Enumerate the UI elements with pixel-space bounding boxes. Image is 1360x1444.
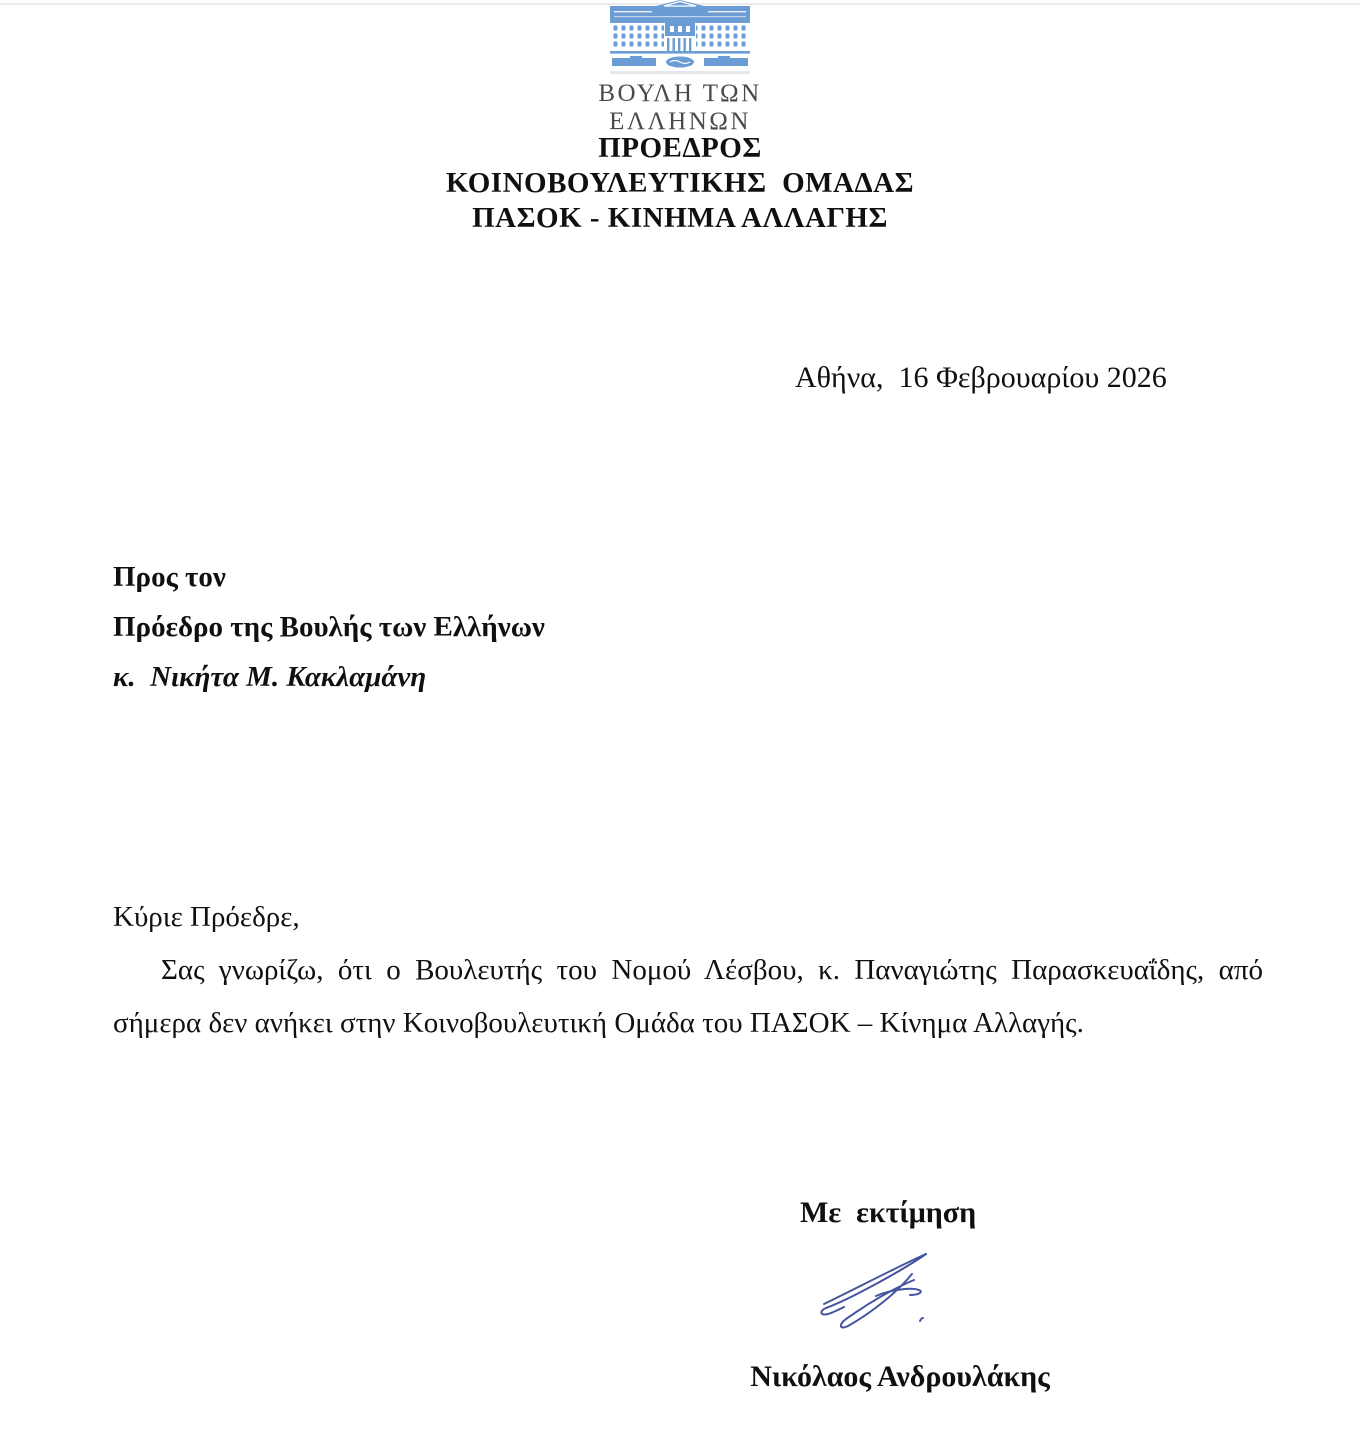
letterhead	[534, 0, 826, 136]
letter-body	[113, 891, 1263, 1050]
emblem-caption: ΒΟΥΛΗ ΤΩΝ ΕΛΛΗΝΩΝ	[598, 80, 762, 135]
signer-name: Νικόλαος Ανδρουλάκης	[750, 1360, 1050, 1393]
parliament-emblem-icon	[604, 0, 756, 76]
valediction: Με εκτίμηση	[800, 1196, 977, 1229]
office-line-3: ΠΑΣΟΚ - ΚΙΝΗΜΑ ΑΛΛΑΓΗΣ	[472, 202, 888, 234]
recipient-line-3: κ. Νικήτα Μ. Κακλαμάνη	[113, 661, 427, 693]
recipient-line-2: Πρόεδρο της Βουλής των Ελλήνων	[113, 611, 545, 643]
recipient-line-1: Προς τον	[113, 561, 226, 593]
dateline: Αθήνα, 16 Φεβρουαρίου 2026	[795, 361, 1167, 394]
office-header	[0, 131, 1360, 236]
office-line-1: ΠΡΟΕΔΡΟΣ	[598, 132, 762, 164]
signature-scrawl	[818, 1248, 943, 1334]
salutation: Κύριε Πρόεδρε,	[113, 901, 300, 933]
recipient-block	[113, 552, 545, 702]
body-paragraph: Σας γνωρίζω, ότι ο Βουλευτής του Νομού Λέσβου, κ. Παναγιώτης Παρασκευαΐδης, από σήμερα δεν ανήκει στην Κοινοβουλευτική Ομάδα του ΠΑΣΟΚ – Κίνημα Αλλαγής.	[113, 954, 1263, 1039]
office-line-2: ΚΟΙΝΟΒΟΥΛΕΥΤΙΚΗΣ ΟΜΑΔΑΣ	[445, 167, 915, 199]
